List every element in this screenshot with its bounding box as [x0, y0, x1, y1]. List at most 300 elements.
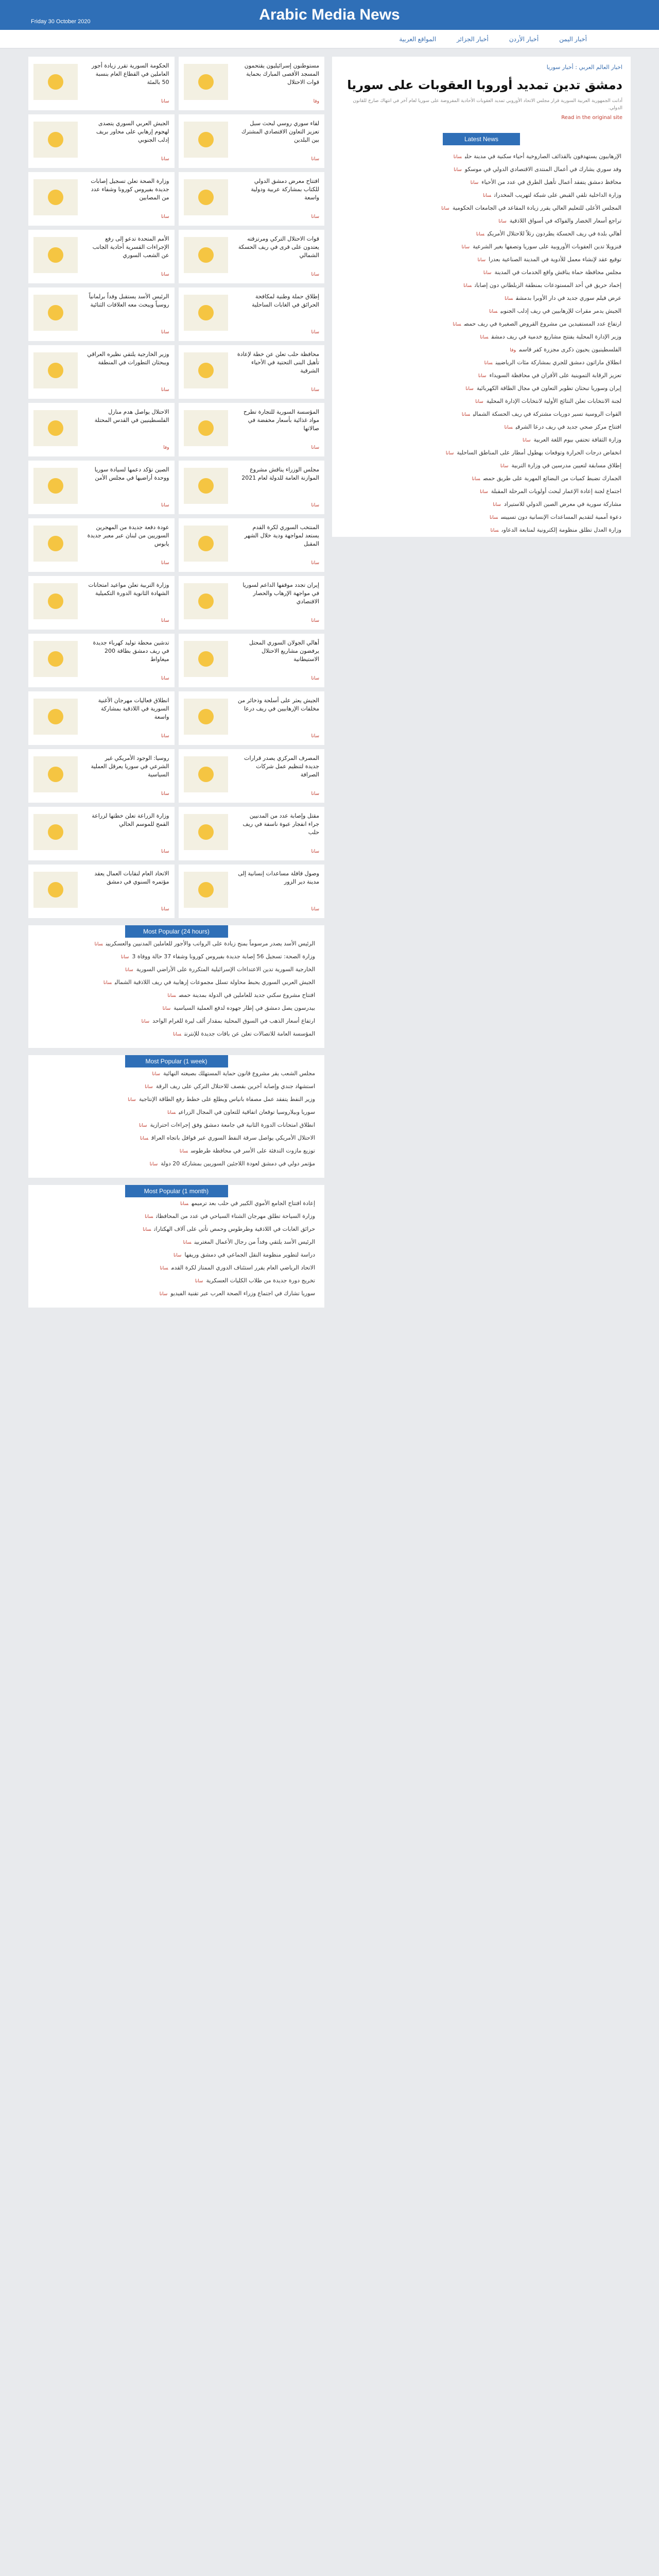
list-item[interactable] [332, 460, 631, 472]
list-item-text[interactable]: افتتاح مشروع سكني جديد للعاملين في الدولة بمدينة حمص [179, 992, 315, 998]
list-item-text[interactable]: وزارة الصحة: تسجيل 56 إصابة جديدة بفيروس كورونا وشفاء 37 حالة ووفاة 3 [132, 953, 315, 960]
news-card-source: سانا [311, 618, 319, 623]
list-item-source: سانا [183, 1240, 192, 1245]
panel-heading: Most Popular (1 week) [125, 1055, 228, 1067]
sun-icon [48, 767, 63, 782]
list-item[interactable] [28, 1236, 324, 1249]
list-item-source: سانا [489, 309, 498, 314]
news-card-headline[interactable]: مجلس الوزراء يناقش مشروع الموازنة العامة للدولة لعام 2021 [241, 466, 319, 481]
list-item[interactable] [332, 176, 631, 189]
thumbnail-image[interactable] [33, 64, 78, 100]
news-card-headline[interactable]: الحكومة السورية تقرر زيادة أجور العاملين في القطاع العام بنسبة 50 بالمئة [92, 62, 169, 86]
news-card[interactable] [179, 749, 325, 803]
popular-month-panel [28, 1185, 324, 1308]
sun-icon [48, 74, 63, 90]
list-item-text[interactable]: انطلاق امتحانات الدورة الثانية في جامعة دمشق وفق إجراءات احترازية [150, 1122, 315, 1128]
list-item-text[interactable]: المؤسسة العامة للاتصالات تعلن عن باقات جديدة للإنترنت [184, 1030, 315, 1037]
list-item-source: سانا [475, 399, 483, 404]
list-item[interactable] [28, 1028, 324, 1041]
list-item-text[interactable]: سوريا وبيلاروسيا توقعان اتفاقية للتعاون في المجال الزراعي [179, 1109, 315, 1115]
news-card[interactable] [28, 345, 175, 399]
list-item-text[interactable]: ارتفاع أسعار الذهب في السوق المحلية بمقدار ألف ليرة للغرام الواحد [152, 1018, 315, 1024]
list-item[interactable] [28, 1067, 324, 1080]
news-card-source: سانا [161, 272, 169, 277]
news-card[interactable] [179, 807, 325, 860]
list-item[interactable] [332, 344, 631, 357]
list-item-text[interactable]: تعزيز الرقابة التموينية على الأفران في محافظة السويداء [489, 372, 621, 379]
sun-icon [198, 824, 214, 840]
list-item-text[interactable]: إطلاق مسابقة لتعيين مدرسين في وزارة التربية [511, 462, 621, 469]
news-card-headline[interactable]: المؤسسة السورية للتجارة تطرح مواد غذائية بأسعار مخفضة في صالاتها [243, 409, 319, 432]
news-card-headline[interactable]: عودة دفعة جديدة من المهجرين السوريين من لبنان عبر معبر جديدة يابوس [87, 524, 169, 547]
news-card-headline[interactable]: افتتاح معرض دمشق الدولي للكتاب بمشاركة عربية ودولية واسعة [251, 178, 319, 201]
list-item[interactable] [332, 421, 631, 434]
list-item-text[interactable]: إيران وسوريا تبحثان تطوير التعاون في مجال الطاقة الكهربائية [476, 385, 621, 392]
thumbnail-image[interactable] [33, 814, 78, 850]
news-card-headline[interactable]: قوات الاحتلال التركي ومرتزقته يعتدون على قرى في ريف الحسكة الشمالي [238, 235, 319, 259]
news-card[interactable] [179, 230, 325, 283]
list-item-text[interactable]: الفلسطينيون يحيون ذكرى مجزرة كفر قاسم [519, 346, 621, 353]
news-card-headline[interactable]: الاحتلال يواصل هدم منازل الفلسطينيين في القدس المحتلة [94, 409, 169, 423]
nav-item[interactable]: أخبار الأردن [509, 35, 539, 43]
news-card-source: سانا [161, 157, 169, 162]
sun-icon [198, 709, 214, 724]
sun-icon [48, 420, 63, 436]
list-item-source: سانا [476, 232, 484, 237]
sun-icon [198, 363, 214, 378]
list-item[interactable] [332, 434, 631, 447]
panel-heading: Most Popular (1 month) [125, 1185, 228, 1197]
list-item[interactable] [332, 511, 631, 524]
list-item-text[interactable]: لجنة الانتخابات تعلن النتائج الأولية لانتخابات الإدارة المحلية [486, 398, 621, 404]
news-card-headline[interactable]: مستوطنون إسرائيليون يقتحمون المسجد الأقصى المبارك بحماية قوات الاحتلال [244, 62, 319, 86]
news-card[interactable] [179, 634, 325, 687]
news-card[interactable] [28, 691, 175, 745]
list-item[interactable] [28, 1145, 324, 1158]
list-item[interactable] [332, 382, 631, 395]
list-item-text[interactable]: عرض فيلم سوري جديد في دار الأوبرا بدمشق [516, 295, 621, 301]
list-item[interactable] [332, 241, 631, 253]
news-card-source: سانا [311, 272, 319, 277]
list-item-text[interactable]: وزارة السياحة تطلق مهرجان الشتاء السياحي في عدد من المحافظات [156, 1213, 315, 1219]
news-card-source: سانا [161, 330, 169, 335]
nav-item[interactable]: أخبار اليمن [559, 35, 587, 43]
list-item-source: سانا [470, 180, 479, 185]
list-item-source: سانا [94, 942, 103, 947]
list-item[interactable] [332, 253, 631, 266]
list-item[interactable] [332, 279, 631, 292]
list-item[interactable] [28, 1119, 324, 1132]
sun-icon [198, 305, 214, 320]
list-item-source: سانا [490, 515, 498, 520]
list-item-source: سانا [162, 1006, 171, 1011]
list-item[interactable] [28, 1262, 324, 1275]
news-card-headline[interactable]: المنتخب السوري لكرة القدم يستعد لمواجهة ودية خلال الشهر المقبل [244, 524, 319, 547]
thumbnail-image[interactable] [33, 468, 78, 504]
news-card[interactable] [179, 172, 325, 226]
news-card-source: سانا [311, 503, 319, 508]
news-card-headline[interactable]: لقاء سوري روسي لبحث سبل تعزيز التعاون الاقتصادي المشترك بين البلدين [241, 120, 319, 143]
news-card[interactable] [179, 345, 325, 399]
list-item-source: سانا [453, 322, 461, 327]
list-item-text[interactable]: مؤتمر دولي في دمشق لعودة اللاجئين السوريين بمشاركة 20 دولة [161, 1160, 315, 1167]
original-source-link[interactable]: Read in the original site [561, 115, 622, 121]
list-item-text[interactable]: الجمارك تضبط كميات من البضائع المهربة على طريق حمص [483, 475, 621, 482]
news-card[interactable] [28, 865, 175, 918]
news-card[interactable] [179, 287, 325, 341]
list-item-text[interactable]: وزارة العدل تطلق منظومة إلكترونية لمتابعة الدعاوى [501, 527, 621, 533]
list-item[interactable] [332, 228, 631, 241]
list-item[interactable] [28, 976, 324, 989]
news-card-source: سانا [161, 214, 169, 219]
list-item[interactable] [28, 989, 324, 1002]
thumbnail-image[interactable] [184, 179, 228, 215]
left-column [28, 57, 324, 1308]
news-card-headline[interactable]: الرئيس الأسد يستقبل وفداً برلمانياً روسياً ويبحث معه العلاقات الثنائية [89, 293, 169, 308]
news-card-headline[interactable]: إيران تجدد موقفها الداعم لسوريا في مواجهة الإرهاب والحصار الاقتصادي [242, 582, 319, 605]
list-item-source: سانا [480, 335, 489, 340]
thumbnail-image[interactable] [33, 295, 78, 331]
sun-icon [198, 882, 214, 897]
sun-icon [48, 478, 63, 494]
latest-news-heading: Latest News [443, 133, 520, 145]
list-item-source: سانا [480, 489, 488, 495]
sun-icon [48, 305, 63, 320]
news-card[interactable] [28, 461, 175, 514]
sun-icon [198, 594, 214, 609]
list-item[interactable] [332, 202, 631, 215]
sun-icon [48, 594, 63, 609]
nav-item[interactable]: المواقع العربية [399, 35, 437, 43]
list-item-text[interactable]: وزير النفط يتفقد عمل مصفاة بانياس ويطلع على خطط رفع الطاقة الإنتاجية [138, 1096, 315, 1103]
article-title: دمشق تدين تمديد أوروبا العقوبات على سوريا [347, 78, 622, 92]
list-item-text[interactable]: توزيع مازوت التدفئة على الأسر في محافظة طرطوس [190, 1147, 315, 1154]
thumbnail-image[interactable] [184, 872, 228, 908]
list-item-text[interactable]: ارتفاع عدد المستفيدين من مشروع القروض الصغيرة في ريف حمص [464, 320, 621, 327]
list-item-text[interactable]: انخفاض درجات الحرارة وتوقعات بهطول أمطار على المناطق الساحلية [457, 449, 621, 456]
list-item[interactable] [332, 357, 631, 369]
thumbnail-image[interactable] [33, 872, 78, 908]
sun-icon [198, 247, 214, 263]
sun-icon [198, 190, 214, 205]
list-item[interactable] [332, 524, 631, 537]
news-card-source: سانا [311, 157, 319, 162]
list-item[interactable] [28, 1287, 324, 1300]
thumbnail-image[interactable] [33, 583, 78, 619]
news-card-headline[interactable]: الاتحاد العام لنقابات العمال يعقد مؤتمره السنوي في دمشق [94, 870, 169, 885]
news-card-headline[interactable]: مقتل وإصابة عدد من المدنيين جراء انفجار عبوة ناسفة في ريف حلب [242, 812, 319, 836]
thumbnail-image[interactable] [184, 756, 228, 792]
thumbnail-image[interactable] [33, 699, 78, 735]
top-nav [0, 30, 659, 48]
news-card-headline[interactable]: وزارة الصحة تعلن تسجيل إصابات جديدة بفيروس كورونا وشفاء عدد من المصابين [91, 178, 169, 201]
news-card-source: سانا [311, 387, 319, 393]
list-item[interactable] [332, 408, 631, 421]
news-card-headline[interactable]: الأمم المتحدة تدعو إلى رفع الإجراءات القسرية أحادية الجانب عن الشعب السوري [92, 235, 169, 259]
list-item[interactable] [332, 485, 631, 498]
news-card[interactable] [28, 807, 175, 860]
thumbnail-image[interactable] [184, 583, 228, 619]
thumbnail-image[interactable] [184, 295, 228, 331]
list-item[interactable] [28, 1132, 324, 1145]
news-card-headline[interactable]: الجيش يعثر على أسلحة وذخائر من مخلفات الإرهابيين في ريف درعا [237, 697, 319, 712]
list-item-source: سانا [139, 1123, 147, 1128]
list-item-source: سانا [477, 258, 486, 263]
list-item-text[interactable]: تراجع أسعار الخضار والفواكه في أسواق اللاذقية [509, 217, 621, 224]
news-card-headline[interactable]: وزارة الزراعة تعلن خطتها لزراعة القمح للموسم الحالي [92, 812, 169, 827]
list-item-text[interactable]: مجلس محافظة حماة يناقش واقع الخدمات في المدينة [494, 269, 621, 276]
list-item[interactable] [332, 369, 631, 382]
thumbnail-image[interactable] [33, 410, 78, 446]
news-card-source: سانا [161, 907, 169, 912]
thumbnail-image[interactable] [33, 756, 78, 792]
list-item[interactable] [332, 150, 631, 163]
list-item[interactable] [332, 215, 631, 228]
article-summary: أدانت الجمهورية العربية السورية قرار مجلس الاتحاد الأوروبي تمديد العقوبات الأحادية المفروضة على سوريا لعام آخر في انتهاك صارخ للقانون الدولي. [353, 98, 622, 111]
news-card[interactable] [179, 57, 325, 110]
list-item-text[interactable]: دراسة لتطوير منظومة النقل الجماعي في دمشق وريفها [184, 1251, 315, 1258]
sun-icon [198, 74, 214, 90]
news-card-headline[interactable]: الجيش العربي السوري يتصدى لهجوم إرهابي على محاور بريف إدلب الجنوبي [96, 120, 169, 143]
news-card[interactable] [28, 518, 175, 572]
news-card[interactable] [28, 749, 175, 803]
list-item-source: سانا [167, 993, 176, 998]
thumbnail-image[interactable] [33, 237, 78, 273]
news-card-headline[interactable]: وزير الخارجية يلتقي نظيره العراقي ويبحثان التطورات في المنطقة [87, 351, 169, 366]
news-card[interactable] [28, 287, 175, 341]
thumbnail-image[interactable] [184, 641, 228, 677]
list-item-source: سانا [441, 206, 449, 211]
list-item[interactable] [28, 963, 324, 976]
list-item-text[interactable]: استشهاد جندي وإصابة آخرين بقصف للاحتلال التركي على ريف الرقة [155, 1083, 315, 1090]
thumbnail-image[interactable] [184, 814, 228, 850]
news-card-source: سانا [161, 561, 169, 566]
news-card-headline[interactable]: محافظة حلب تعلن عن خطة لإعادة تأهيل البنى التحتية في الأحياء الشرقية [237, 351, 319, 374]
thumbnail-image[interactable] [184, 468, 228, 504]
news-card-headline[interactable]: إطلاق حملة وطنية لمكافحة الحرائق في الغابات الساحلية [252, 293, 319, 308]
date-label: Friday 30 October 2020 [31, 19, 91, 25]
sun-icon [198, 132, 214, 147]
list-item[interactable] [332, 266, 631, 279]
list-item-text[interactable]: الإرهابيون يستهدفون بالقذائف الصاروخية أحياء سكنية في مدينة حلب [464, 153, 621, 160]
list-item-source: سانا [128, 1097, 136, 1103]
news-card-headline[interactable]: وزارة التربية تعلن مواعيد امتحانات الشهادة الثانوية الدورة التكميلية [88, 582, 169, 597]
list-item-source: سانا [493, 502, 501, 507]
list-item[interactable] [28, 1275, 324, 1287]
list-item-source: سانا [478, 374, 487, 379]
thumbnail-image[interactable] [184, 237, 228, 273]
list-item[interactable] [332, 305, 631, 318]
news-card[interactable] [179, 865, 325, 918]
list-item[interactable] [332, 318, 631, 331]
list-item-text[interactable]: أهالي بلدة في ريف الحسكة يطردون رتلاً للاحتلال الأمريكي [487, 230, 621, 237]
news-card-source: سانا [161, 503, 169, 508]
news-card-headline[interactable]: الصين تؤكد دعمها لسيادة سوريا ووحدة أراضيها في مجلس الأمن [94, 466, 169, 481]
news-card-headline[interactable]: وصول قافلة مساعدات إنسانية إلى مدينة دير الزور [238, 870, 319, 885]
list-item-text[interactable]: افتتاح مركز صحي جديد في ريف درعا الشرقي [515, 423, 621, 430]
list-item[interactable] [332, 472, 631, 485]
news-card-grid [28, 57, 324, 918]
list-item-text[interactable]: دعوة أممية لتقديم المساعدات الإنسانية دون تسييس [501, 514, 621, 520]
list-item[interactable] [28, 1223, 324, 1236]
list-item[interactable] [28, 1249, 324, 1262]
list-item-text[interactable]: سوريا تشارك في اجتماع وزراء الصحة العرب عبر تقنية الفيديو [170, 1290, 315, 1297]
site-title[interactable]: Arabic Media News [259, 6, 400, 23]
news-card[interactable] [179, 518, 325, 572]
list-item[interactable] [332, 163, 631, 176]
news-card-source: وفا [313, 99, 319, 104]
list-item-source: سانا [173, 1253, 182, 1258]
news-card[interactable] [179, 576, 325, 630]
news-card-source: سانا [161, 387, 169, 393]
list-item[interactable] [28, 1106, 324, 1119]
news-card[interactable] [28, 230, 175, 283]
list-item-source: وفا [510, 348, 516, 353]
popular-week-panel [28, 1055, 324, 1178]
news-card[interactable] [179, 114, 325, 168]
list-item-text[interactable]: الرئيس الأسد يصدر مرسوماً بمنح زيادة على الرواتب والأجور للعاملين المدنيين والعسكريين [106, 940, 315, 947]
list-item-text[interactable]: حرائق الغابات في اللاذقية وطرطوس وحمص تأتي على آلاف الهكتارات [154, 1226, 315, 1232]
list-item[interactable] [332, 189, 631, 202]
header [0, 0, 659, 30]
news-card-source: وفا [163, 445, 169, 450]
news-card[interactable] [28, 634, 175, 687]
list-item[interactable] [332, 395, 631, 408]
thumbnail-image[interactable] [184, 122, 228, 158]
list-item-text[interactable]: محافظ دمشق يتفقد أعمال تأهيل الطرق في عدد من الأحياء [481, 179, 621, 185]
news-card-source: سانا [311, 330, 319, 335]
news-card[interactable] [179, 403, 325, 456]
list-item[interactable] [28, 1080, 324, 1093]
sun-icon [48, 190, 63, 205]
list-item-source: سانا [149, 1162, 158, 1167]
list-item-source: سانا [461, 412, 470, 417]
news-card[interactable] [179, 691, 325, 745]
thumbnail-image[interactable] [33, 122, 78, 158]
list-item[interactable] [332, 331, 631, 344]
list-item-source: سانا [160, 1266, 168, 1271]
thumbnail-image[interactable] [33, 352, 78, 388]
popular-24h-panel [28, 925, 324, 1048]
news-card[interactable] [28, 576, 175, 630]
list-item-source: سانا [173, 1032, 182, 1037]
list-item-source: سانا [453, 155, 462, 160]
news-card[interactable] [28, 172, 175, 226]
latest-news-list [332, 150, 631, 537]
list-item-text[interactable]: فنزويلا تدين العقوبات الأوروبية على سوريا وتصفها بغير الشرعية [473, 243, 621, 250]
list-item[interactable] [332, 498, 631, 511]
list-item-source: سانا [504, 425, 513, 430]
list-item[interactable] [28, 1158, 324, 1171]
list-item[interactable] [28, 1015, 324, 1028]
news-card-headline[interactable]: انطلاق فعاليات مهرجان الأغنية السورية في اللاذقية بمشاركة واسعة [98, 697, 169, 720]
list-item-text[interactable]: تخريج دورة جديدة من طلاب الكليات العسكرية [206, 1277, 315, 1284]
list-item-text[interactable]: مشاركة سورية في معرض الصين الدولي للاستيراد [504, 501, 621, 507]
list-item[interactable] [28, 1002, 324, 1015]
list-item[interactable] [28, 1093, 324, 1106]
list-item[interactable] [28, 951, 324, 963]
news-card[interactable] [28, 57, 175, 110]
news-card[interactable] [179, 461, 325, 514]
news-card-source: سانا [311, 561, 319, 566]
list-item[interactable] [28, 1210, 324, 1223]
sun-icon [48, 536, 63, 551]
list-item-text[interactable]: اجتماع لجنة إعادة الإعمار لبحث أولويات المرحلة المقبلة [491, 488, 621, 495]
list-item-text[interactable]: مجلس الشعب يقر مشروع قانون حماية المستهلك بصيغته النهائية [163, 1070, 315, 1077]
list-item-source: سانا [103, 980, 112, 986]
news-card-source: سانا [311, 791, 319, 796]
news-card-source: سانا [311, 734, 319, 739]
thumbnail-image[interactable] [33, 526, 78, 562]
list-item-text[interactable]: الاحتلال الأمريكي يواصل سرقة النفط السوري عبر قوافل باتجاه العراق [151, 1134, 315, 1141]
sun-icon [48, 651, 63, 667]
list-item-text[interactable]: الجيش العربي السوري يحبط محاولة تسلل مجموعات إرهابية في ريف اللاذقية الشمالي [114, 979, 315, 986]
list-item[interactable] [28, 1197, 324, 1210]
list-item-source: سانا [152, 1072, 161, 1077]
list-item[interactable] [332, 292, 631, 305]
list-item-text[interactable]: إعادة افتتاح الجامع الأموي الكبير في حلب بعد ترميمه [192, 1200, 315, 1207]
news-card-headline[interactable]: أهالي الجولان السوري المحتل يرفضون مشاريع الاحتلال الاستيطانية [249, 639, 319, 663]
list-item-source: سانا [145, 1214, 153, 1219]
news-card-source: سانا [311, 445, 319, 450]
news-card-source: سانا [161, 849, 169, 854]
news-card-headline[interactable]: المصرف المركزي يصدر قرارات جديدة لتنظيم عمل شركات الصرافة [244, 755, 319, 778]
thumbnail-image[interactable] [184, 352, 228, 388]
thumbnail-image[interactable] [184, 526, 228, 562]
news-card[interactable] [28, 114, 175, 168]
article [332, 57, 631, 123]
news-card-source: سانا [311, 849, 319, 854]
list-item-text[interactable]: الجيش يدمر مقرات للإرهابيين في ريف إدلب الجنوبي [500, 308, 621, 314]
news-card-headline[interactable]: روسيا: الوجود الأمريكي غير الشرعي في سوريا يعرقل العملية السياسية [91, 755, 169, 778]
list-item[interactable] [332, 447, 631, 460]
list-item-source: سانا [140, 1136, 149, 1141]
list-item-source: سانا [454, 167, 462, 173]
list-item-text[interactable]: توقيع عقد لإنشاء معمل للأدوية في المدينة الصناعية بعدرا [489, 256, 621, 263]
thumbnail-image[interactable] [33, 641, 78, 677]
list-item-text[interactable]: المجلس الأعلى للتعليم العالي يقرر زيادة المقاعد في الجامعات الحكومية [452, 205, 621, 211]
sun-icon [198, 767, 214, 782]
list-item-text[interactable]: وزير الإدارة المحلية يفتتح مشاريع خدمية في ريف دمشق [491, 333, 621, 340]
list-item-text[interactable]: انطلاق ماراثون دمشق للجري بمشاركة مئات الرياضيين [495, 359, 621, 366]
sun-icon [48, 132, 63, 147]
list-item-text[interactable]: الاتحاد الرياضي العام يقرر استئناف الدوري الممتاز لكرة القدم [171, 1264, 315, 1271]
list-item[interactable] [28, 938, 324, 951]
list-item-text[interactable]: بيدرسون يصل دمشق في إطار جهوده لدفع العملية السياسية [174, 1005, 315, 1011]
news-card-source: سانا [311, 676, 319, 681]
list-item-source: سانا [167, 1110, 176, 1115]
list-item-text[interactable]: وفد سوري يشارك في أعمال المنتدى الاقتصادي الدولي في موسكو [464, 166, 621, 173]
list-item-text[interactable]: القوات الروسية تسير دوريات مشتركة في ريف الحسكة الشمالي [473, 411, 621, 417]
nav-item[interactable]: أخبار الجزائر [457, 35, 489, 43]
list-item-text[interactable]: وزارة الثقافة تحتفي بيوم اللغة العربية [533, 436, 621, 443]
list-item-text[interactable]: وزارة الداخلية تلقي القبض على شبكة لتهريب المخدرات [494, 192, 621, 198]
list-item-text[interactable]: الرئيس الأسد يلتقي وفداً من رجال الأعمال المغتربين [194, 1239, 315, 1245]
list-item-source: سانا [498, 219, 507, 224]
thumbnail-image[interactable] [184, 64, 228, 100]
list-item-text[interactable]: الخارجية السورية تدين الاعتداءات الإسرائيلية المتكررة على الأراضي السورية [136, 966, 315, 973]
news-card[interactable] [28, 403, 175, 456]
news-card-headline[interactable]: تدشين محطة توليد كهرباء جديدة في ريف دمشق بطاقة 200 ميغاواط [93, 639, 169, 663]
sun-icon [198, 536, 214, 551]
breadcrumb[interactable]: اخبار العالم العربي : أخبار سوريا [546, 64, 622, 71]
news-card-source: سانا [311, 214, 319, 219]
sun-icon [48, 709, 63, 724]
thumbnail-image[interactable] [184, 410, 228, 446]
list-item-text[interactable]: إخماد حريق في أحد المستودعات بمنطقة الزبلطاني دون إصابات [475, 282, 621, 289]
thumbnail-image[interactable] [33, 179, 78, 215]
thumbnail-image[interactable] [184, 699, 228, 735]
